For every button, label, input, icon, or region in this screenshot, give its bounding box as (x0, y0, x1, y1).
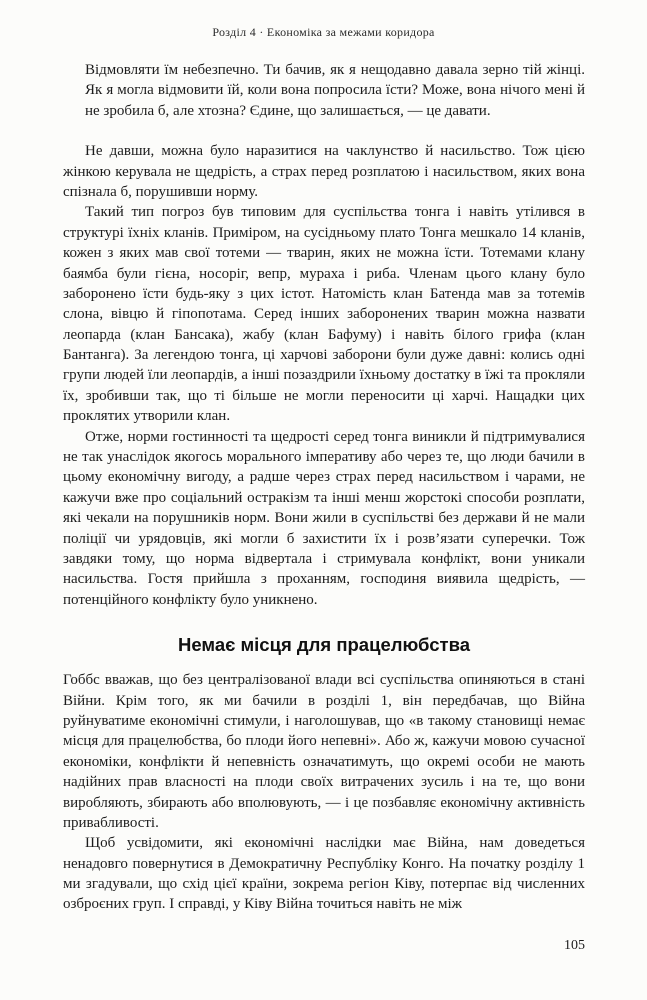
page-content (63, 60, 585, 915)
section-heading: Немає місця для працелюбства (177, 634, 471, 656)
paragraph-2: Такий тип погроз був типовим для суспільства тонга і навіть утілився в структурі їхніх кланів. Приміром, на сусідньому плато Тонга мешкало 14 кланів, кожен з яких мав свої тотеми — тварин, яких не можна їсти. Тотемами клану баямба були гієна, носоріг, вепр, мураха і риба. Членам цього клану було заборонено їсти будь-яку з цих істот. Натомість клан Батенда мав за тотемів слона, вівцю й гіпопотама. Серед інших заборонених тварин можна назвати леопарда (клан Бансака), жабу (клан Бафуму) і навіть білого грифа (клан Бантанга). За легендою тонга, ці харчові заборони були дуже давні: колись одні групи людей їли леопардів, а інші позаздрили їхньому достатку в їжі та прокляли їх, зробивши так, що ті більше не могли переносити ці харчі. Нащадки цих проклятих утворили клан. (63, 204, 585, 425)
running-header: Розділ 4 · Економіка за межами коридора (212, 25, 435, 39)
paragraph-4: Гоббс вважав, що без централізованої влади всі суспільства опиняються в стані Війни. Крім того, як ми бачили в розділі 1, він передбачав, що Війна руйнуватиме економічні стимули, і наголошував, що «в такому становищі немає місця для працелюбства, бо плоди його непевні». Або ж, кажучи мовою сучасної економіки, конфлікти й непевність означатимуть, що окремі особи не мають надійних прав власності на плоди своїх витрачених зусиль і на те, що вони виробляють, збирають або вполювують, — і це позбавляє економічну активність привабливості. (63, 672, 585, 831)
quote-paragraph: Відмовляти їм небезпечно. Ти бачив, як я нещодавно давала зерно тій жінці. Як я могла відмовити їй, коли вона попросила їсти? Може, вона нічого мені й не зробила б, але хтозна? Єдине, що залишається, — це давати. (85, 62, 585, 119)
paragraph-1: Не давши, можна було наразитися на чаклунство й насильство. Тож цією жінкою керувала не щедрість, а страх перед розплатою і насильством, яких вона спізнала б, порушивши норму. (63, 143, 585, 200)
page-number: 105 (564, 938, 585, 953)
paragraph-3: Отже, норми гостинності та щедрості серед тонга виникли й підтримувалися не так унаслідок якогось морального імперативу або через те, що люди бачили в цьому економічну вигоду, а радше через страх перед насильством і чарами, не кажучи вже про соціальний остракізм та інші менш жорстокі способи розплати, які чекали на порушників норм. Вони жили в суспільстві без держави й не мали поліції чи урядовців, які могли б захистити їх і розв’язати суперечки. Тож завдяки тому, що норма відвертала і стримувала конфлікт, вони уникали насильства. Гостя прийшла з проханням, господиня виявила щедрість, — потенційного конфлікту було уникнено. (63, 428, 585, 608)
paragraph-5: Щоб усвідомити, які економічні наслідки має Війна, нам доведеться ненадовго повернутися в Демократичну Республіку Конго. На початку розділу 1 ми згадували, що схід цієї країни, зокрема регіон Ківу, потерпає від численних озброєних груп. І справді, у Ківу Війна точиться навіть не між (63, 835, 585, 913)
